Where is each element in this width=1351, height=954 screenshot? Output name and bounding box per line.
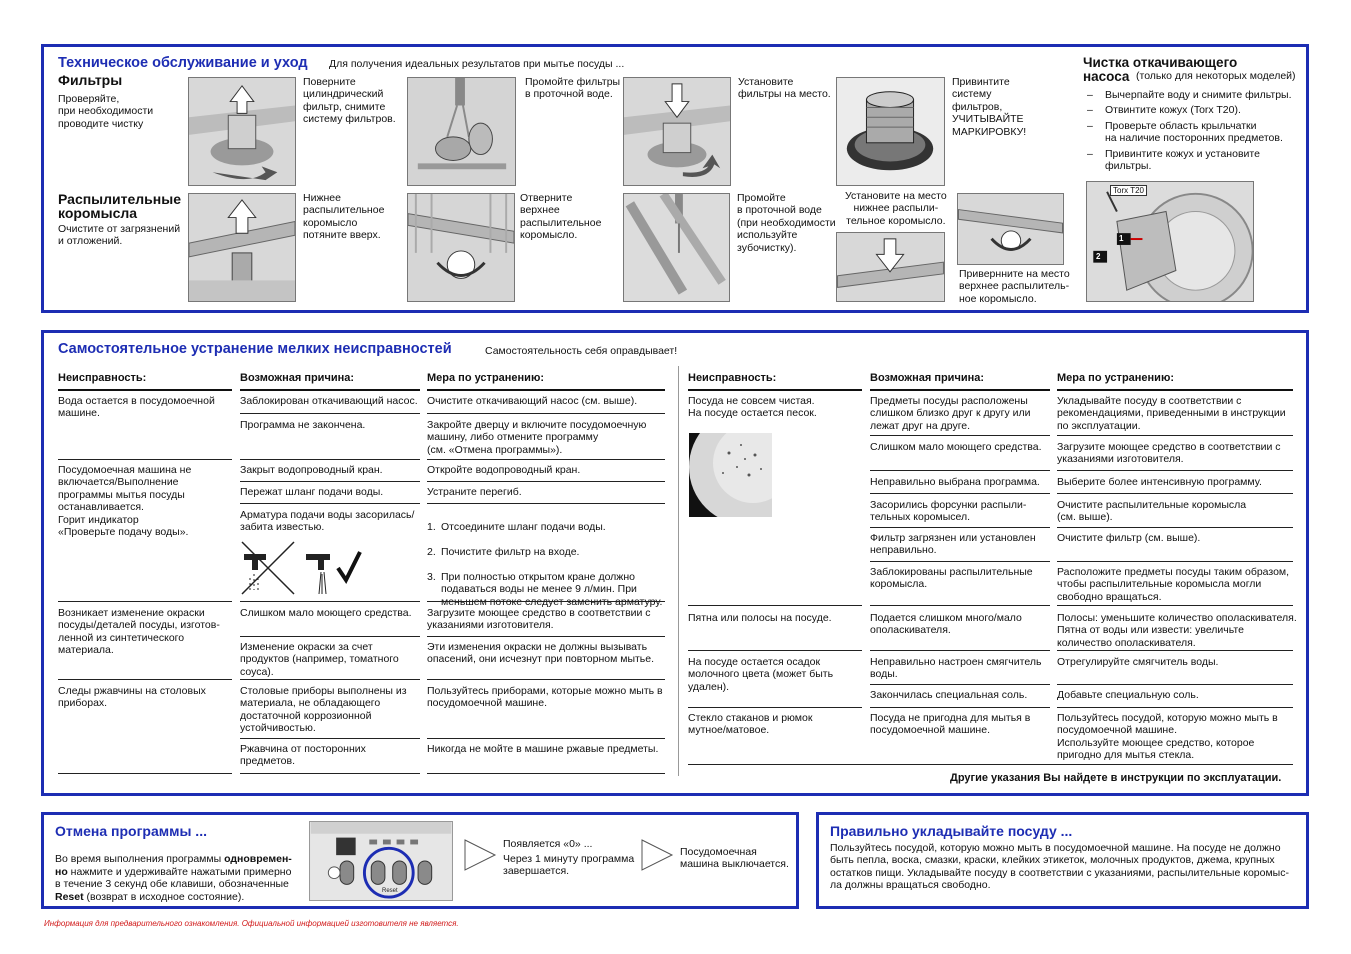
fault-cell: Следы ржавчины на столовых приборах. [58,685,206,710]
row-divider [427,601,665,602]
row-divider [870,493,1050,494]
upper-arm-unscrew-image [407,193,515,302]
remedy-cell: Эти изменения окраски не должны вызывать опасений, они исчезнут при повторном мытье. [427,641,655,666]
fault-cell: Вода остается в посудомоечной машине. [58,395,215,420]
spray-arms-intro: Очистите от загрязнений и отложений. [58,223,181,248]
spray-arms-heading: Распылительные коромысла [58,191,181,221]
remedy-cell: Загрузите моющее средство в соответствии с указаниями изготовителя. [1057,441,1281,466]
block-divider [688,707,862,708]
cause-cell: Слишком мало моющего средства. [870,441,1042,453]
step-arrow-icon [640,838,674,872]
spray-arms-step2: Отверните верхнее распылительное коромысло. [520,192,602,242]
pump-step: – Вычерпайте воду и снимите фильтры. [1083,89,1303,101]
cause-cell: Закончилась специальная соль. [870,689,1028,701]
row-divider [427,738,665,739]
maintenance-title: Техническое обслуживание и уход [58,55,308,71]
header-fault-right: Неисправность: [688,372,777,384]
remedy-cell: Откройте водопроводный кран. [427,464,581,476]
row-divider [240,601,420,602]
cancel-text: Во время выполнения программы одновремен- но нажмите и удерживайте нажатыми примерно в течение 3 секунд обе клавиши, обозначенные Reset (возврат в исходное состояние). [55,853,292,903]
cause-cell: Засорились форсунки распыли- тельных коромысел. [870,499,1027,524]
spray-arms-step1: Нижнее распылительное коромысло потяните вверх. [303,192,385,242]
remedy-cell: Устраните перегиб. [427,486,522,498]
table-end-rule [427,773,665,774]
arm-rinse-image [623,193,730,302]
lower-arm-image [188,193,296,302]
pump-step: – Проверьте область крыльчатки на наличие посторонних предметов. [1083,120,1303,145]
cause-cell: Посуда не пригодна для мытья в посудомоечной машине. [870,712,1031,737]
row-divider [1057,435,1293,436]
cause-cell: Закрыт водопроводный кран. [240,464,383,476]
pump-step-number-2: 2 [1096,252,1101,261]
pump-step: – Привинтите кожух и установите фильтры. [1083,148,1303,173]
troubleshooting-footer: Другие указания Вы найдете в инструкции по эксплуатации. [950,772,1282,784]
troubleshooting-subtitle: Самостоятельность себя оправдывает! [485,345,678,357]
table-end-rule [240,773,420,774]
filters-step1: Поверните цилиндрический фильтр, снимите систему фильтров. [303,76,396,126]
row-divider [240,459,420,460]
maintenance-subtitle: Для получения идеальных результатов при мытье посуды ... [329,58,625,70]
spray-arms-step5: Привернните на место верхнее распылитель- ное коромысло. [959,268,1070,305]
row-divider [240,481,420,482]
cause-cell: Неправильно настроен смягчитель воды. [870,656,1042,681]
fault-cell: Стекло стаканов и рюмок мутное/матовое. [688,712,813,737]
row-divider [870,684,1050,685]
row-divider [427,481,665,482]
block-divider [688,650,862,651]
block-divider [58,679,232,680]
dirty-plate-image [689,433,772,517]
upper-arm-install-image [957,193,1064,265]
loading-text: Пользуйтесь посудой, которую можно мыть в посудомоечной машине. На посуде не должно быть пепла, воска, смазки, краски, клейких этикеток, молочных продуктов, джема, крупных остатков пищи. Укладывайте посуду в соответствии с указаниями, распылительные коромыс- ла должны вращаться свободно. [830,842,1289,892]
fault-cell: Посуда не совсем чистая. На посуде остается песок. [688,395,817,420]
fault-cell: Возникает изменение окраски посуды/деталей посуды, изготов- ленной из синтетического материала. [58,607,220,657]
remedy-cell: Очистите откачивающий насос (см. выше). [427,395,638,407]
row-divider [1057,650,1293,651]
row-divider [1057,493,1293,494]
cause-cell: Заблокированы распылительные коромысла. [870,566,1033,591]
torx-label: Torx T20 [1110,185,1147,196]
header-fault-left: Неисправность: [58,372,147,384]
cause-cell: Предметы посуды расположены слишком близко друг к другу или лежат друг на друге. [870,395,1031,432]
cause-cell: Пережат шланг подачи воды. [240,486,384,498]
cause-cell: Заблокирован откачивающий насос. [240,395,418,407]
filters-intro: Проверяйте, при необходимости проводите чистку [58,93,154,130]
remedy-cell: Загрузите моющее средство в соответствии с указаниями изготовителя. [427,607,651,632]
row-divider [427,459,665,460]
lower-arm-install-image [836,232,945,302]
cause-cell: Слишком мало моющего средства. [240,607,412,619]
remedy-cell: Добавьте специальную соль. [1057,689,1199,701]
remedy-cell: Никогда не мойте в машине ржавые предметы. [427,743,659,755]
cause-cell: Арматура подачи воды засорилась/ забита известью. [240,509,415,534]
header-cause-left: Возможная причина: [240,372,355,384]
header-rule [1057,389,1293,391]
spray-arms-step4: Установите на место нижнее распыли- тельное коромысло. [845,190,947,227]
fault-cell: Посудомоечная машина не включается/Выполнение программы мытья посуды останавливается. Горит индикатор «Проверьте подачу воды». [58,464,192,538]
header-rule [240,389,420,391]
filters-step2: Промойте фильтры в проточной воде. [525,76,621,101]
header-remedy-right: Мера по устранению: [1057,372,1175,384]
remedy-cell: Расположите предметы посуды таким образом, чтобы распылительные коромысла могли свободно вращаться. [1057,566,1290,603]
remedy-list-item: 2. Почистите фильтр на входе. [427,546,580,559]
remedy-cell: Полосы: уменьшите количество ополаскивателя. Пятна от воды или извести: увеличьте количество ополаскивателя. [1057,612,1297,649]
tap-open-icon [302,540,364,596]
troubleshooting-title: Самостоятельное устранение мелких неисправностей [58,341,452,357]
filters-heading: Фильтры [58,72,123,88]
cancel-step1-line1: Появляется «0» ... [503,838,593,850]
row-divider [1057,707,1293,708]
filter-rinse-image [407,77,516,186]
remedy-cell: Закройте дверцу и включите посудомоечную машину, либо отмените программу (см. «Отмена программы»). [427,419,647,456]
cause-cell: Столовые приборы выполнены из материала, не обладающего достаточной коррозионной устойчивостью. [240,685,407,735]
row-divider [870,707,1050,708]
reset-label: Reset [382,888,398,894]
cancel-step1-line2: Через 1 минуту программа завершается. [503,853,635,878]
disclaimer: Информация для предварительного ознакомления. Официальной информацией изготовителя не является. [44,919,459,928]
table-end-rule [58,773,232,774]
remedy-cell: Пользуйтесь приборами, которые можно мыть в посудомоечной машине. [427,685,663,710]
header-rule [427,389,665,391]
cause-cell: Изменение окраски за счет продуктов (например, томатного соуса). [240,641,399,678]
spray-arms-step3: Промойте в проточной воде (при необходимости используйте зубочистку). [737,192,836,254]
row-divider [427,413,665,414]
remedy-cell: Выберите более интенсивную программу. [1057,476,1262,488]
row-divider [1057,561,1293,562]
row-divider [427,636,665,637]
header-rule [870,389,1050,391]
remedy-cell: Очистите распылительные коромысла (см. выше). [1057,499,1247,524]
row-divider [427,679,665,680]
cause-cell: Неправильно выбрана программа. [870,476,1040,488]
step-arrow-icon [463,838,497,872]
cause-cell: Программа не закончена. [240,419,366,431]
block-divider [688,605,862,606]
block-divider [58,601,232,602]
pump-steps [1083,89,1303,175]
filter-install-image [623,77,731,186]
filter-turn-image [188,77,296,186]
row-divider [870,527,1050,528]
remedy-cell: Отрегулируйте смягчитель воды. [1057,656,1219,668]
table-end-rule [688,764,1293,765]
cancel-step2: Посудомоечная машина выключается. [680,846,789,871]
filters-step3: Установите фильтры на место. [738,76,831,101]
pump-heading: Чистка откачивающего насоса [1083,55,1238,84]
pump-note: (только для некоторых моделей) [1136,70,1296,82]
column-divider [678,366,679,776]
header-rule [688,389,862,391]
row-divider [1057,527,1293,528]
pump-step-number-1: 1 [1119,234,1124,243]
cause-cell: Подается слишком много/мало ополаскивателя. [870,612,1022,637]
row-divider [870,561,1050,562]
header-rule [58,389,232,391]
filters-step4: Привинтите систему фильтров, УЧИТЫВАЙТЕ МАРКИРОВКУ! [952,76,1027,138]
remedy-list-item: 1. Отсоедините шланг подачи воды. [427,521,606,534]
row-divider [240,738,420,739]
row-divider [870,470,1050,471]
block-divider [58,459,232,460]
remedy-cell: Очистите фильтр (см. выше). [1057,532,1201,544]
tap-closed-icon [240,540,296,596]
row-divider [1057,470,1293,471]
loading-title: Правильно укладывайте посуду ... [830,823,1073,839]
remedy-list-item: 3. При полностью открытом кране должно подаваться воды не менее 9 л/мин. При [427,570,637,596]
fault-cell: На посуде остается осадок молочного цвета (может быть удален). [688,656,834,693]
fault-cell: Пятна или полосы на посуде. [688,612,832,624]
row-divider [870,605,1050,606]
row-divider [1057,684,1293,685]
row-divider [1057,605,1293,606]
cause-cell: Фильтр загрязнен или установлен неправильно. [870,532,1036,557]
cause-cell: Ржавчина от посторонних предметов. [240,743,366,768]
remedy-cell: Укладывайте посуду в соответствии с рекомендациями, приведенными в инструкции по эксплуатации. [1057,395,1286,432]
row-divider [240,503,420,504]
remedy-cell: Пользуйтесь посудой, которую можно мыть в посудомоечной машине. Используйте моющее средство, которое пригодно для мытья стекла. [1057,712,1278,762]
header-remedy-left: Мера по устранению: [427,372,545,384]
remedy-list [427,509,665,620]
header-cause-right: Возможная причина: [870,372,985,384]
row-divider [427,503,665,504]
cancel-title: Отмена программы ... [55,823,207,839]
row-divider [240,413,420,414]
row-divider [240,636,420,637]
control-panel-image [309,821,453,901]
row-divider [870,435,1050,436]
pump-step: – Отвинтите кожух (Torx T20). [1083,104,1303,116]
row-divider [240,679,420,680]
filter-marking-image [836,77,945,186]
pump-cover-image [1086,181,1254,302]
row-divider [870,650,1050,651]
